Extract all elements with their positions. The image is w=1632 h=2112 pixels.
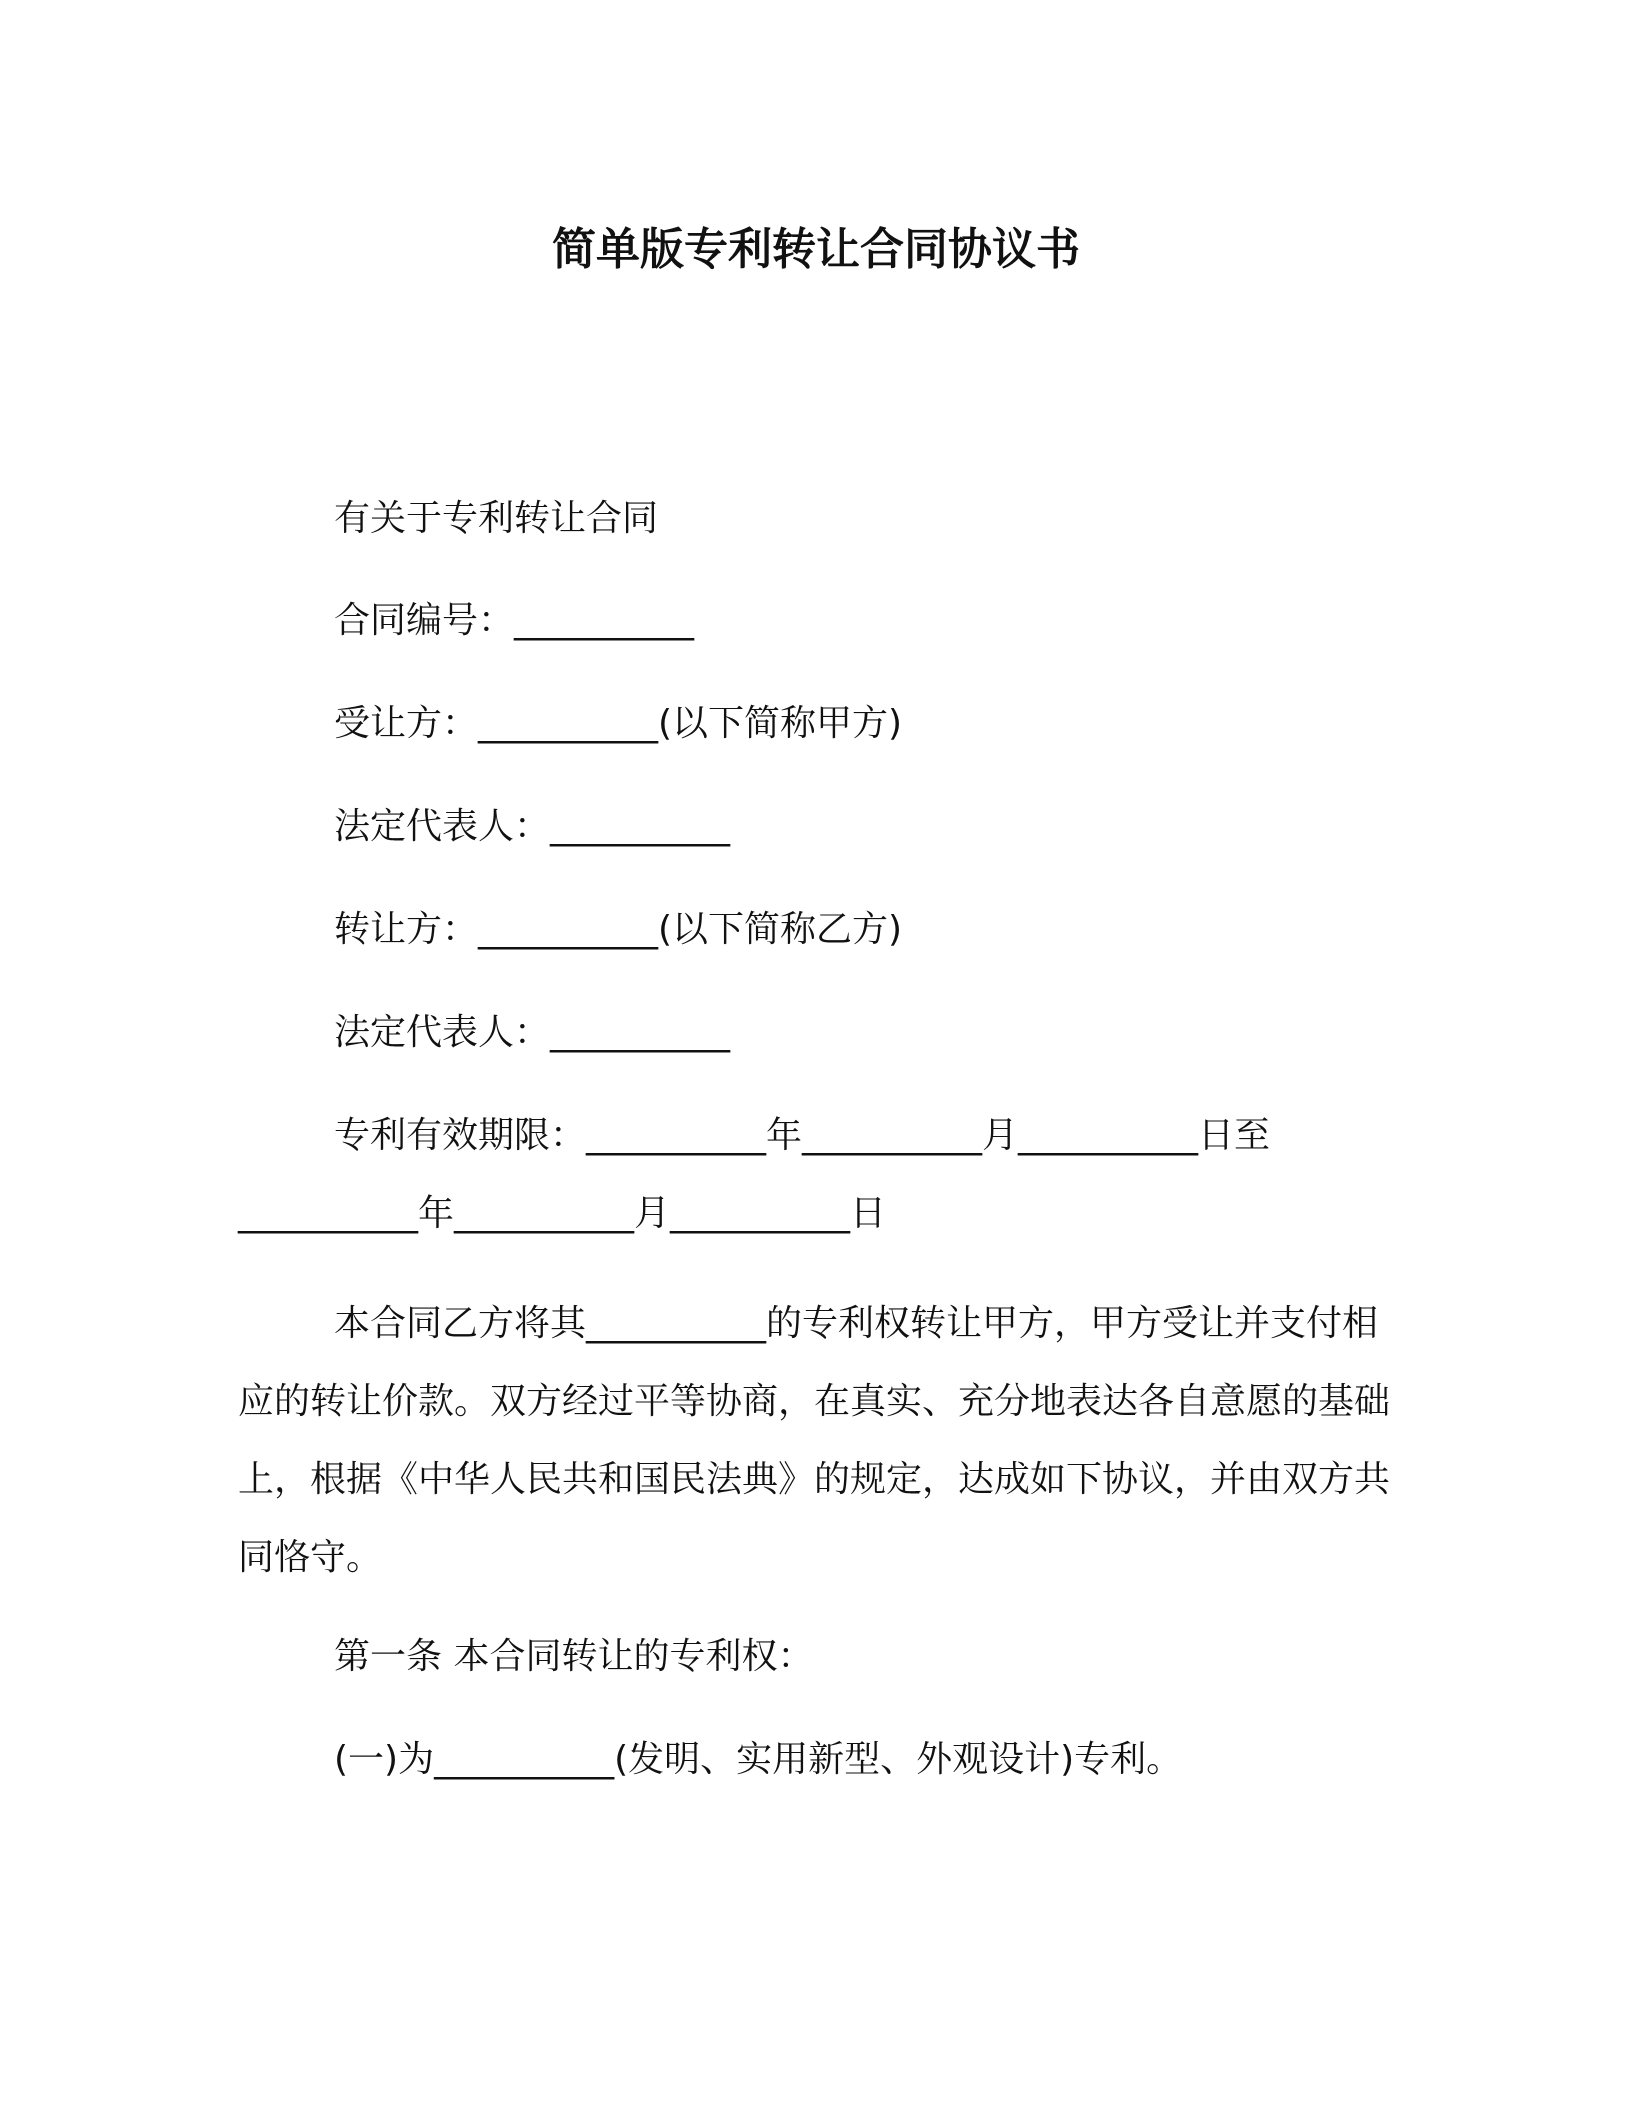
assignee-representative-line: 法定代表人：__________: [334, 806, 731, 847]
article-1-heading: 第一条 本合同转让的专利权：: [334, 1636, 814, 1677]
contract-number-line: 合同编号：__________: [334, 600, 695, 641]
assignor-representative-line: 法定代表人：__________: [334, 1012, 731, 1053]
validity-period-line: 专利有效期限：__________年__________月__________日至: [334, 1115, 1271, 1156]
document-title: 简单版专利转让合同协议书: [552, 224, 1080, 275]
assignor-line: 转让方：__________(以下简称乙方): [334, 909, 903, 950]
contract-subtitle: 有关于专利转让合同: [334, 498, 659, 539]
assignee-line: 受让方：__________(以下简称甲方): [334, 703, 903, 744]
validity-period-line-cont: __________年__________月__________日: [238, 1193, 886, 1234]
intro-paragraph: 本合同乙方将其__________的专利权转让甲方，甲方受让并支付相应的转让价款。双方经过平等协商，在真实、充分地表达各自意愿的基础上，根据《中华人民共和国民法典》的规定，达成如下协议，并由双方共同恪守。: [238, 1303, 1391, 1578]
article-1-item-1: (一)为__________(发明、实用新型、外观设计)专利。: [334, 1739, 1183, 1780]
